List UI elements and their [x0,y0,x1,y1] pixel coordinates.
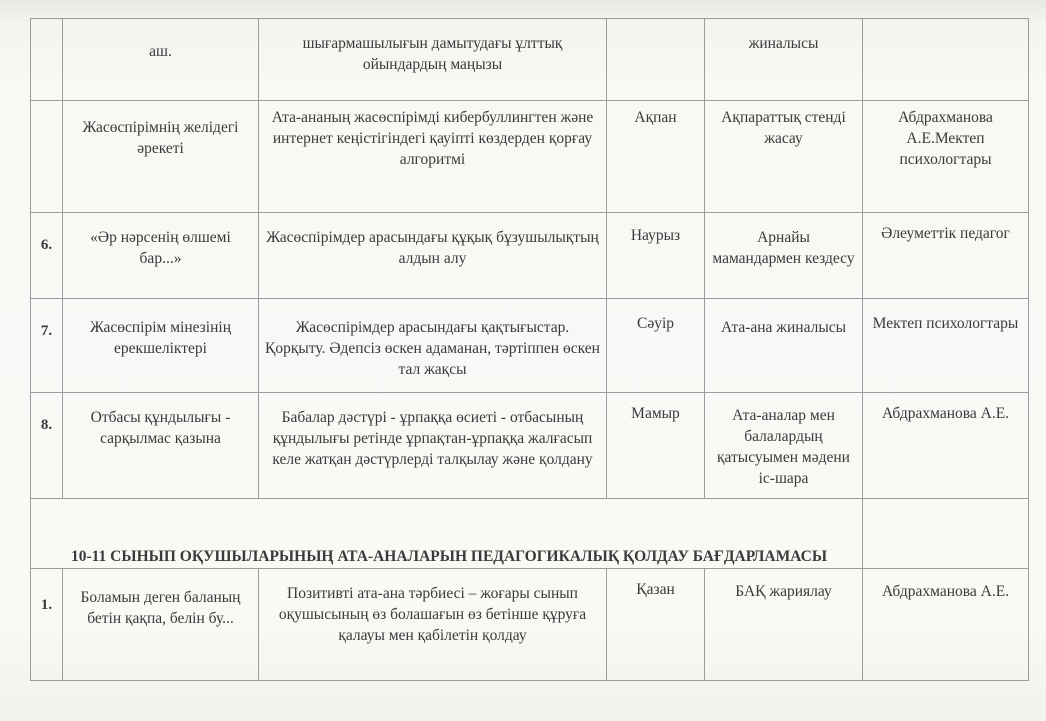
table-row [31,393,1029,499]
section-title: 10-11 СЫНЫП ОҚУШЫЛАРЫНЫҢ АТА-АНАЛАРЫН ПЕДАГОГИКАЛЫҚ ҚОЛДАУ БАҒДАРЛАМАСЫ [31,499,863,569]
row-number [31,101,63,213]
content-cell: Жасөспірімдер арасындағы құқық бұзушылықтың алдын алу [259,213,607,299]
form-cell: Ақпараттық стенді жасау [705,101,863,213]
table-row [31,213,1029,299]
month-cell: Қазан [607,569,705,681]
form-cell: Ата-ана жиналысы [705,299,863,393]
table-row [31,299,1029,393]
content-cell: Позитивті ата-ана тәрбиесі – жоғары сынып оқушысының өз болашағын өз бетінше құруға қалауы мен қабілетін қолдау [259,569,607,681]
responsible-cell: Мектеп психологтары [863,299,1029,393]
responsible-cell [863,19,1029,101]
responsible-cell: Әлеуметтік педагог [863,213,1029,299]
content-cell: Ата-ананың жасөспірімді кибербуллингтен және интернет кеңістігіндегі қауіпті көздерден қорғау алгоритмі [259,101,607,213]
topic-cell: аш. [63,19,259,101]
month-cell: Ақпан [607,101,705,213]
table-row [31,19,1029,101]
topic-cell: Боламын деген баланың бетін қақпа, белін бу... [63,569,259,681]
month-cell: Мамыр [607,393,705,499]
row-number: 7. [31,299,63,393]
form-cell: жиналысы [705,19,863,101]
responsible-cell: Абдрахманова А.Е.Мектеп психологтары [863,101,1029,213]
topic-cell: Жасөспірім мінезінің ерекшеліктері [63,299,259,393]
content-cell: шығармашылығын дамытудағы ұлттық ойындардың маңызы [259,19,607,101]
content-cell: Бабалар дәстүрі - ұрпаққа өсиеті - отбасының құндылығы ретінде ұрпақтан-ұрпаққа жалғасып келе жатқан дәстүрлерді талқылау және қолдану [259,393,607,499]
section-empty-cell [863,499,1029,569]
section-header-row [31,499,1029,569]
month-cell: Наурыз [607,213,705,299]
row-number: 8. [31,393,63,499]
responsible-cell: Абдрахманова А.Е. [863,393,1029,499]
month-cell: Сәуір [607,299,705,393]
topic-cell: Жасөспірімнің желідегі әрекеті [63,101,259,213]
form-cell: БАҚ жариялау [705,569,863,681]
row-number [31,19,63,101]
row-number: 1. [31,569,63,681]
table-row [31,569,1029,681]
responsible-cell: Абдрахманова А.Е. [863,569,1029,681]
topic-cell: «Әр нәрсенің өлшемі бар...» [63,213,259,299]
content-cell: Жасөспірімдер арасындағы қақтығыстар. Қорқыту. Әдепсіз өскен адаманан, тәртіппен өскен тал жақсы [259,299,607,393]
topic-cell: Отбасы құндылығы - сарқылмас қазына [63,393,259,499]
schedule-table [30,18,1029,681]
form-cell: Ата-аналар мен балалардың қатысуымен мәдени іс-шара [705,393,863,499]
table-row [31,101,1029,213]
month-cell [607,19,705,101]
form-cell: Арнайы мамандармен кездесу [705,213,863,299]
row-number: 6. [31,213,63,299]
